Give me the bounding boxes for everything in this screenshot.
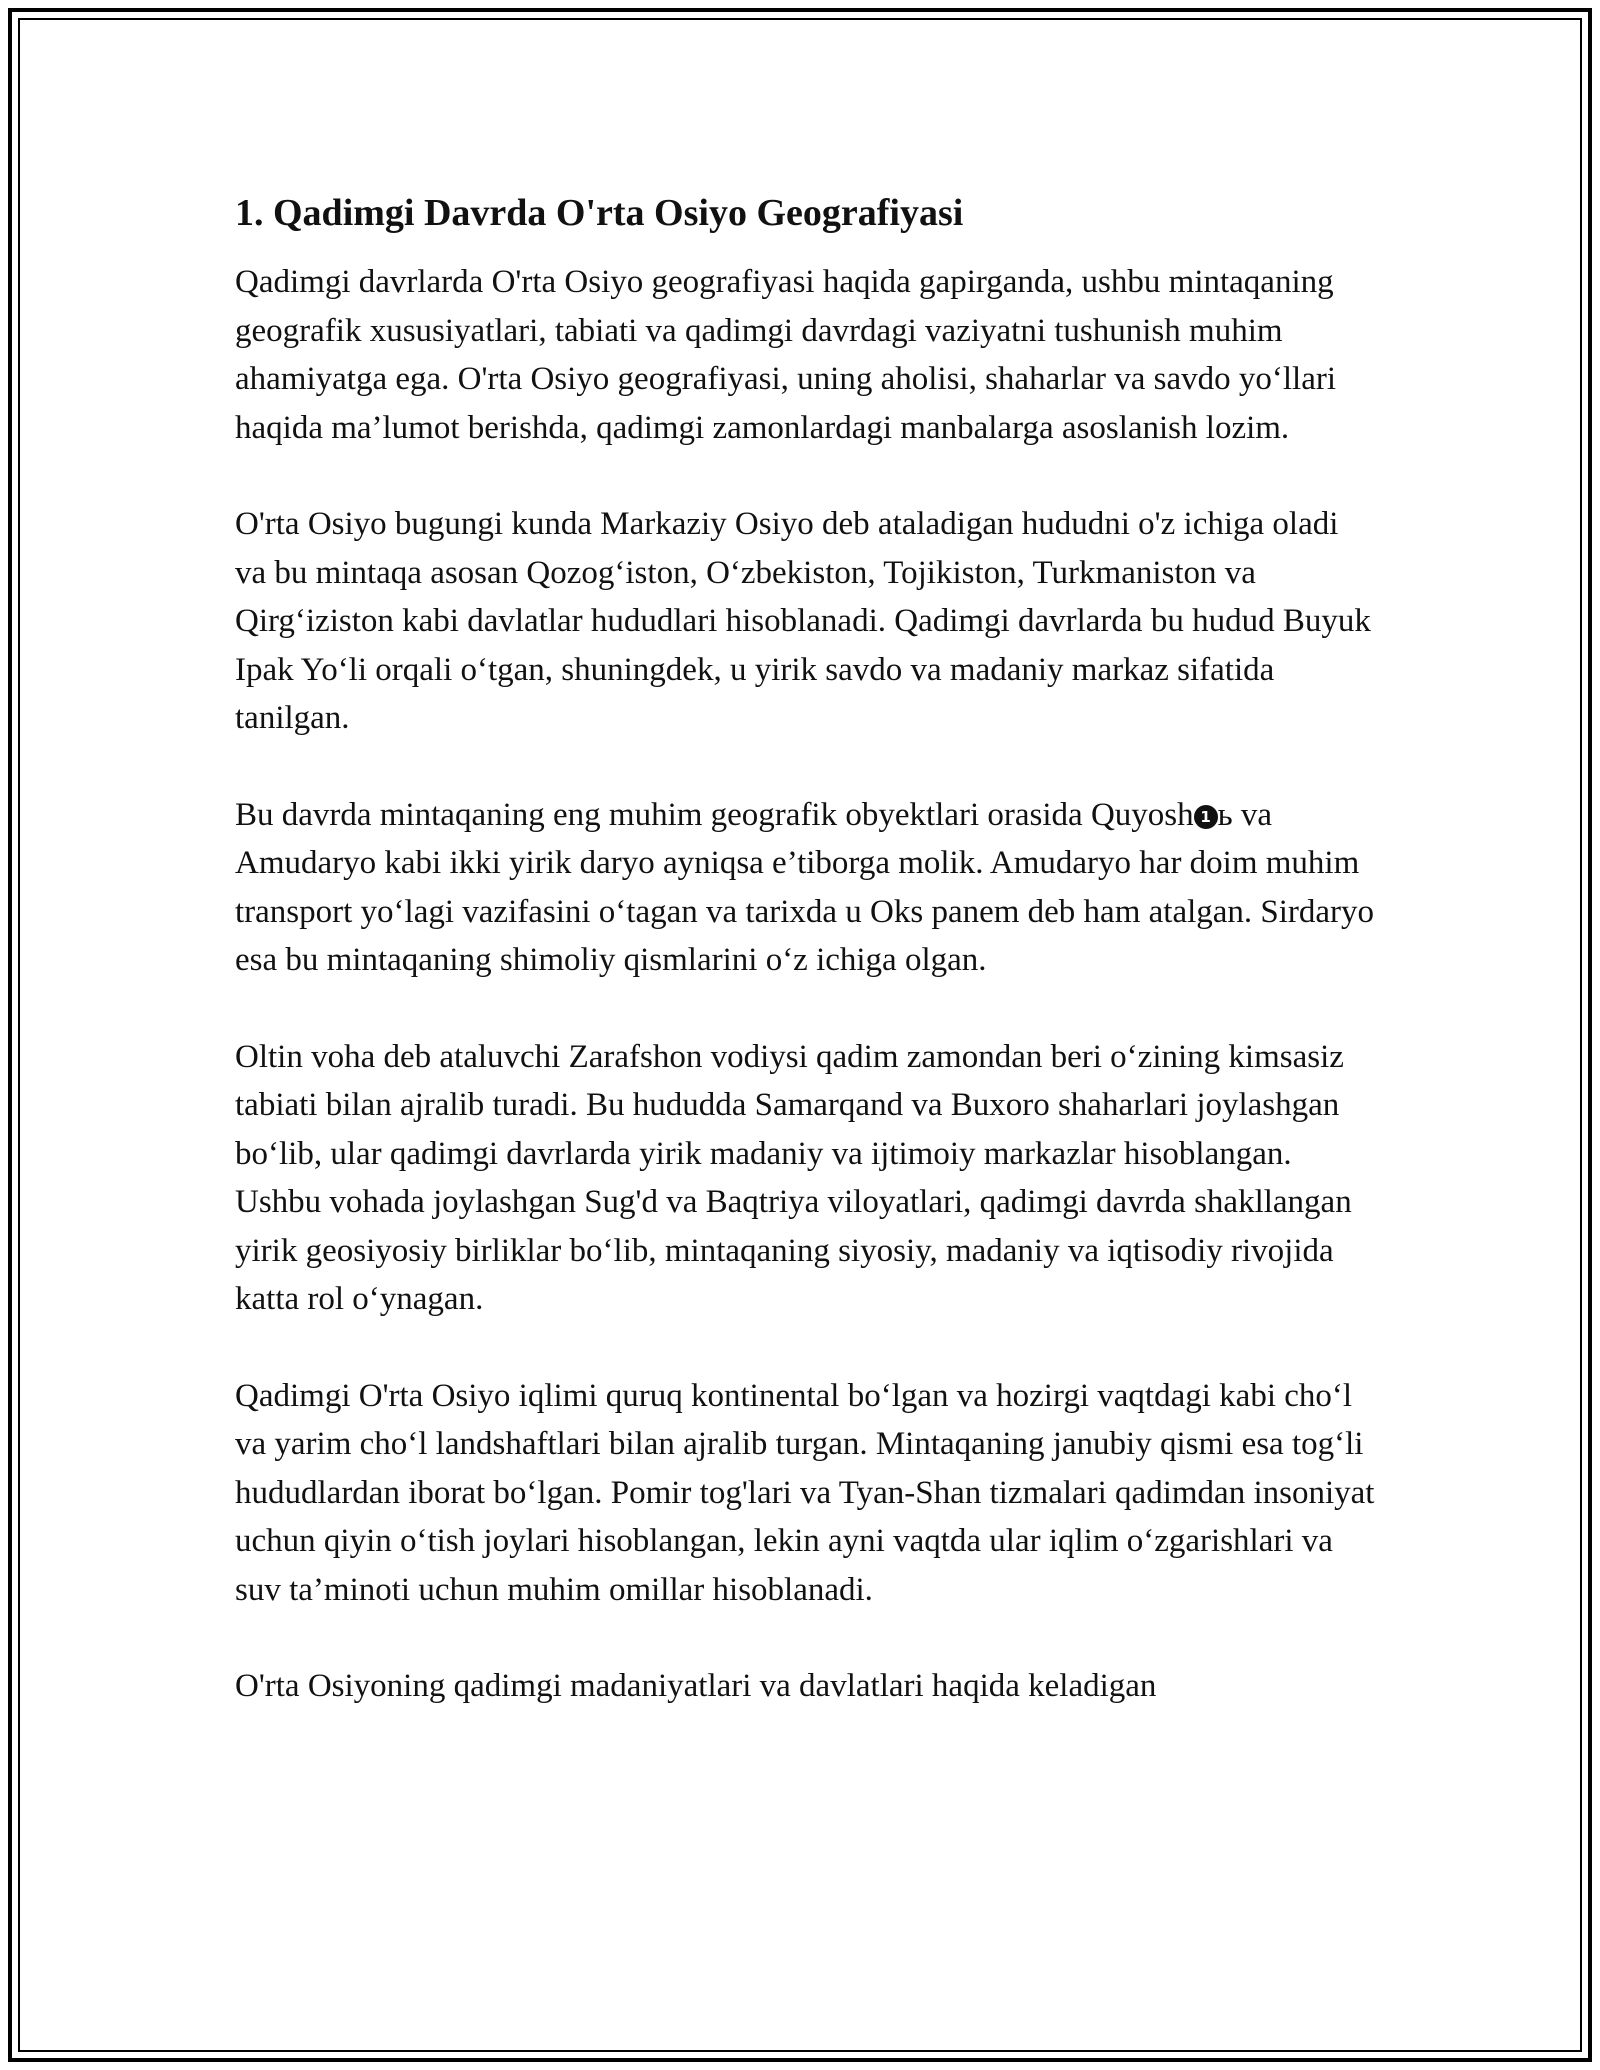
paragraph-rivers-text-start: Bu davrda mintaqaning eng muhim geografik obyektlari orasida Quyosh [235,796,1194,833]
section-heading: 1. Qadimgi Davrda O'rta Osiyo Geografiyasi [235,192,964,234]
paragraph-cultures: O'rta Osiyoning qadimgi madaniyatlari va davlatlari haqida keladigan [235,1668,1157,1704]
paragraph-climate: Qadimgi O'rta Osiyo iqlimi quruq kontinental bo‘lgan va hozirgi vaqtdagi kabi cho‘l va yarim cho‘l landshaftlari bilan ajralib turgan. Mintaqaning janubiy qismi esa tog‘li hududlardan iborat bo‘lgan. Pomir tog'lari va Tyan-Shan tizmalari qadimdan insoniyat uchun qiyin o‘tish joylari hisoblangan, lekin ayni vaqtda ular iqlim o‘zgarishlari va suv ta’minoti uchun muhim omillar hisoblanadi. [235,1377,1375,1608]
paragraph-intro: Qadimgi davrlarda O'rta Osiyo geografiyasi haqida gapirganda, ushbu mintaqaning geografik xususiyatlari, tabiati va qadimgi davrdagi vaziyatni tushunish muhim ahamiyatga ega. O'rta Osiyo geografiyasi, uning aholisi, shaharlar va savdo yo‘llari haqida ma’lumot berishda, qadimgi zamonlardagi manbalarga asoslanish lozim. [235,264,1337,446]
paragraph-rivers-text-end: ь va Amudaryo kabi ikki yirik daryo ayniqsa e’tiborga molik. Amudaryo har doim muhim transport yo‘lagi vazifasini o‘tagan va tarixda u Oks panem deb ham atalgan. Sirdaryo esa bu mintaqaning shimoliy qismlarini o‘z ichiga olgan. [235,796,1375,978]
paragraph-region: O'rta Osiyo bugungi kunda Markaziy Osiyo deb ataladigan hududni o'z ichiga oladi va bu mintaqa asosan Qozog‘iston, O‘zbekiston, Tojikiston, Turkmaniston va Qirg‘iziston kabi davlatlar hududlari hisoblanadi. Qadimgi davrlarda bu hudud Buyuk Ipak Yo‘li orqali o‘tgan, shuningdek, u yirik savdo va madaniy markaz sifatida tanilgan. [235,506,1371,736]
footnote-marker[interactable]: 1 [1194,805,1218,829]
paragraph-rivers [235,791,1375,985]
document-body [235,180,1375,1759]
paragraph-zarafshon: Oltin voha deb ataluvchi Zarafshon vodiysi qadim zamondan beri o‘zining kimsasiz tabiati bilan ajralib turadi. Bu hududda Samarqand va Buxoro shaharlari joylashgan bo‘lib, ular qadimgi davrlarda yirik madaniy va ijtimoiy markazlar hisoblangan. Ushbu vohada joylashgan Sug'd va Baqtriya viloyatlari, qadimgi davrda shakllangan yirik geosiyosiy birliklar bo‘lib, mintaqaning siyosiy, madaniy va iqtisodiy rivojida katta rol o‘ynagan. [235,1038,1352,1317]
